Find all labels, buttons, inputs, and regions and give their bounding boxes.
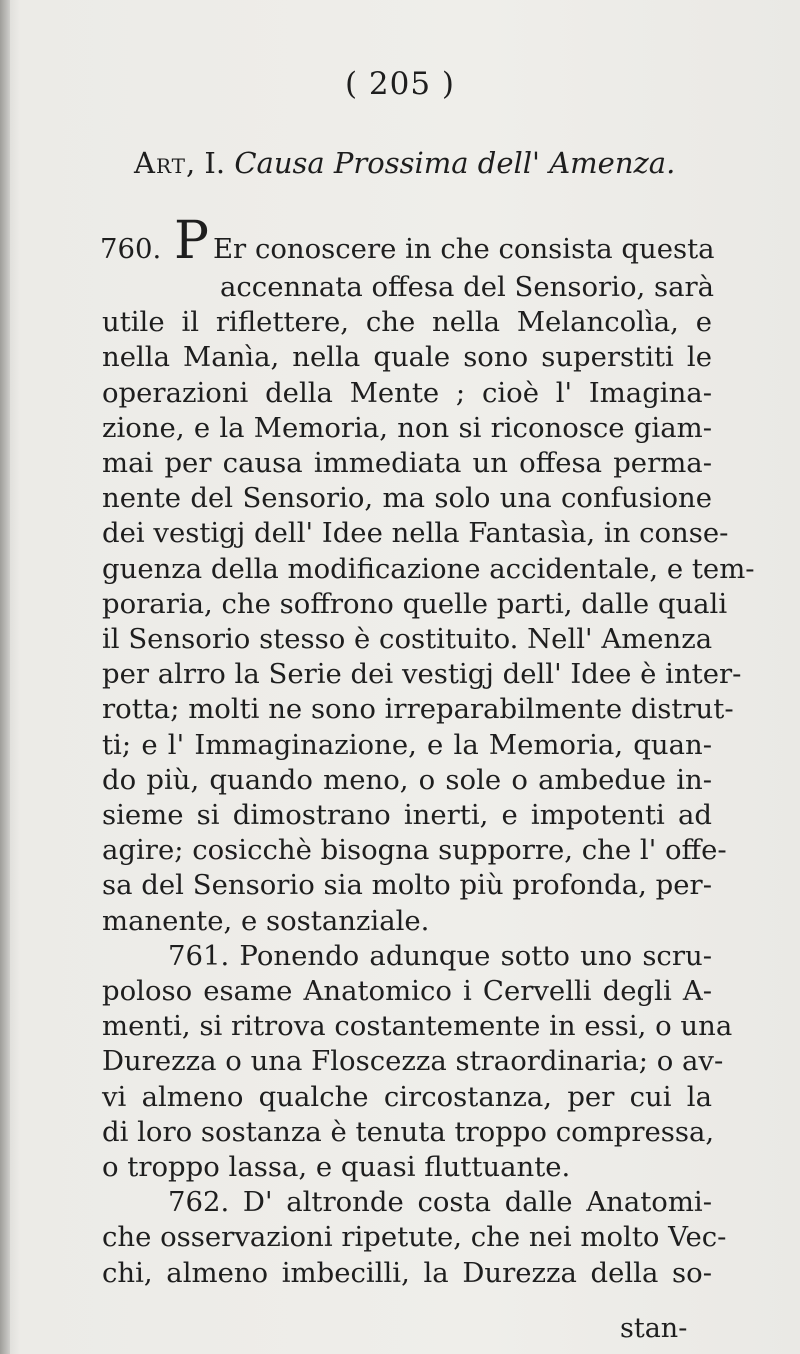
paragraph-762 — [102, 1185, 727, 1291]
text-line: zione, e la Memoria, non si riconosce giam- — [102, 411, 712, 444]
text-line: 762. D' altronde costa dalle Anatomi- — [168, 1186, 712, 1219]
text-line: che osservazioni ripetute, che nei molto Vec- — [102, 1221, 727, 1254]
paragraph-760 — [100, 211, 755, 939]
text-line: utile il riflettere, che nella Melancolìa, e — [102, 306, 712, 339]
text-line: chi, almeno imbecilli, la Durezza della so- — [102, 1256, 712, 1289]
text-line: dei vestigj dell' Idee nella Fantasìa, in conse- — [102, 517, 729, 550]
text-line: di loro sostanza è tenuta troppo compressa, — [102, 1115, 715, 1148]
text-line: sa del Sensorio sia molto più profonda, per- — [102, 869, 712, 902]
article-heading — [134, 146, 774, 180]
text-line: manente, e sostanziale. — [102, 904, 430, 937]
text-line: nella Manìa, nella quale sono superstiti le — [102, 341, 712, 374]
text-line: ti; e l' Immaginazione, e la Memoria, quan- — [102, 728, 712, 761]
text-line: o troppo lassa, e quasi fluttuante. — [102, 1151, 571, 1184]
body-text — [100, 211, 755, 1291]
article-label: Art — [134, 146, 186, 180]
text-line: il Sensorio stesso è costituito. Nell' Amenza — [102, 623, 713, 656]
article-number: , I. — [186, 146, 226, 180]
page-number-header: ( 205 ) — [344, 66, 456, 102]
text-line: agire; cosicchè bisogna supporre, che l' offe- — [102, 834, 727, 867]
text-line: nente del Sensorio, ma solo una confusione — [102, 482, 712, 515]
drop-cap: P — [173, 211, 209, 271]
text-line: sieme si dimostrano inerti, e impotenti ad — [102, 799, 712, 832]
text-line: rotta; molti ne sono irreparabilmente distrut- — [102, 693, 734, 726]
text-line: per alrro la Serie dei vestigj dell' Idee è inter- — [102, 658, 742, 691]
line-text: Er conoscere in che consista questa — [212, 233, 715, 265]
text-line: mai per causa immediata un offesa perma- — [102, 447, 712, 480]
text-line — [100, 211, 715, 271]
page-spine-shadow — [0, 0, 10, 1354]
text-line: accennata offesa del Sensorio, sarà — [220, 271, 715, 303]
text-line: poraria, che soffrono quelle parti, dalle quali — [102, 587, 728, 620]
paragraph-761 — [102, 939, 733, 1185]
text-line: guenza della modificazione accidentale, e tem- — [102, 552, 755, 585]
article-title: Causa Prossima dell' Amenza. — [234, 146, 676, 180]
text-line: vi almeno qualche circostanza, per cui la — [102, 1080, 712, 1113]
text-line: menti, si ritrova costantemente in essi, o una — [102, 1010, 733, 1043]
text-line: poloso esame Anatomico i Cervelli degli A- — [102, 975, 712, 1008]
text-line: do più, quando meno, o sole o ambedue in- — [102, 763, 712, 796]
text-line: operazioni della Mente ; cioè l' Imagina- — [102, 376, 712, 409]
catchword: stan- — [620, 1313, 688, 1344]
text-line: Durezza o una Floscezza straordinaria; o av- — [102, 1045, 724, 1078]
text-line: 761. Ponendo adunque sotto uno scru- — [168, 939, 712, 972]
paragraph-number: 760. — [100, 233, 162, 265]
